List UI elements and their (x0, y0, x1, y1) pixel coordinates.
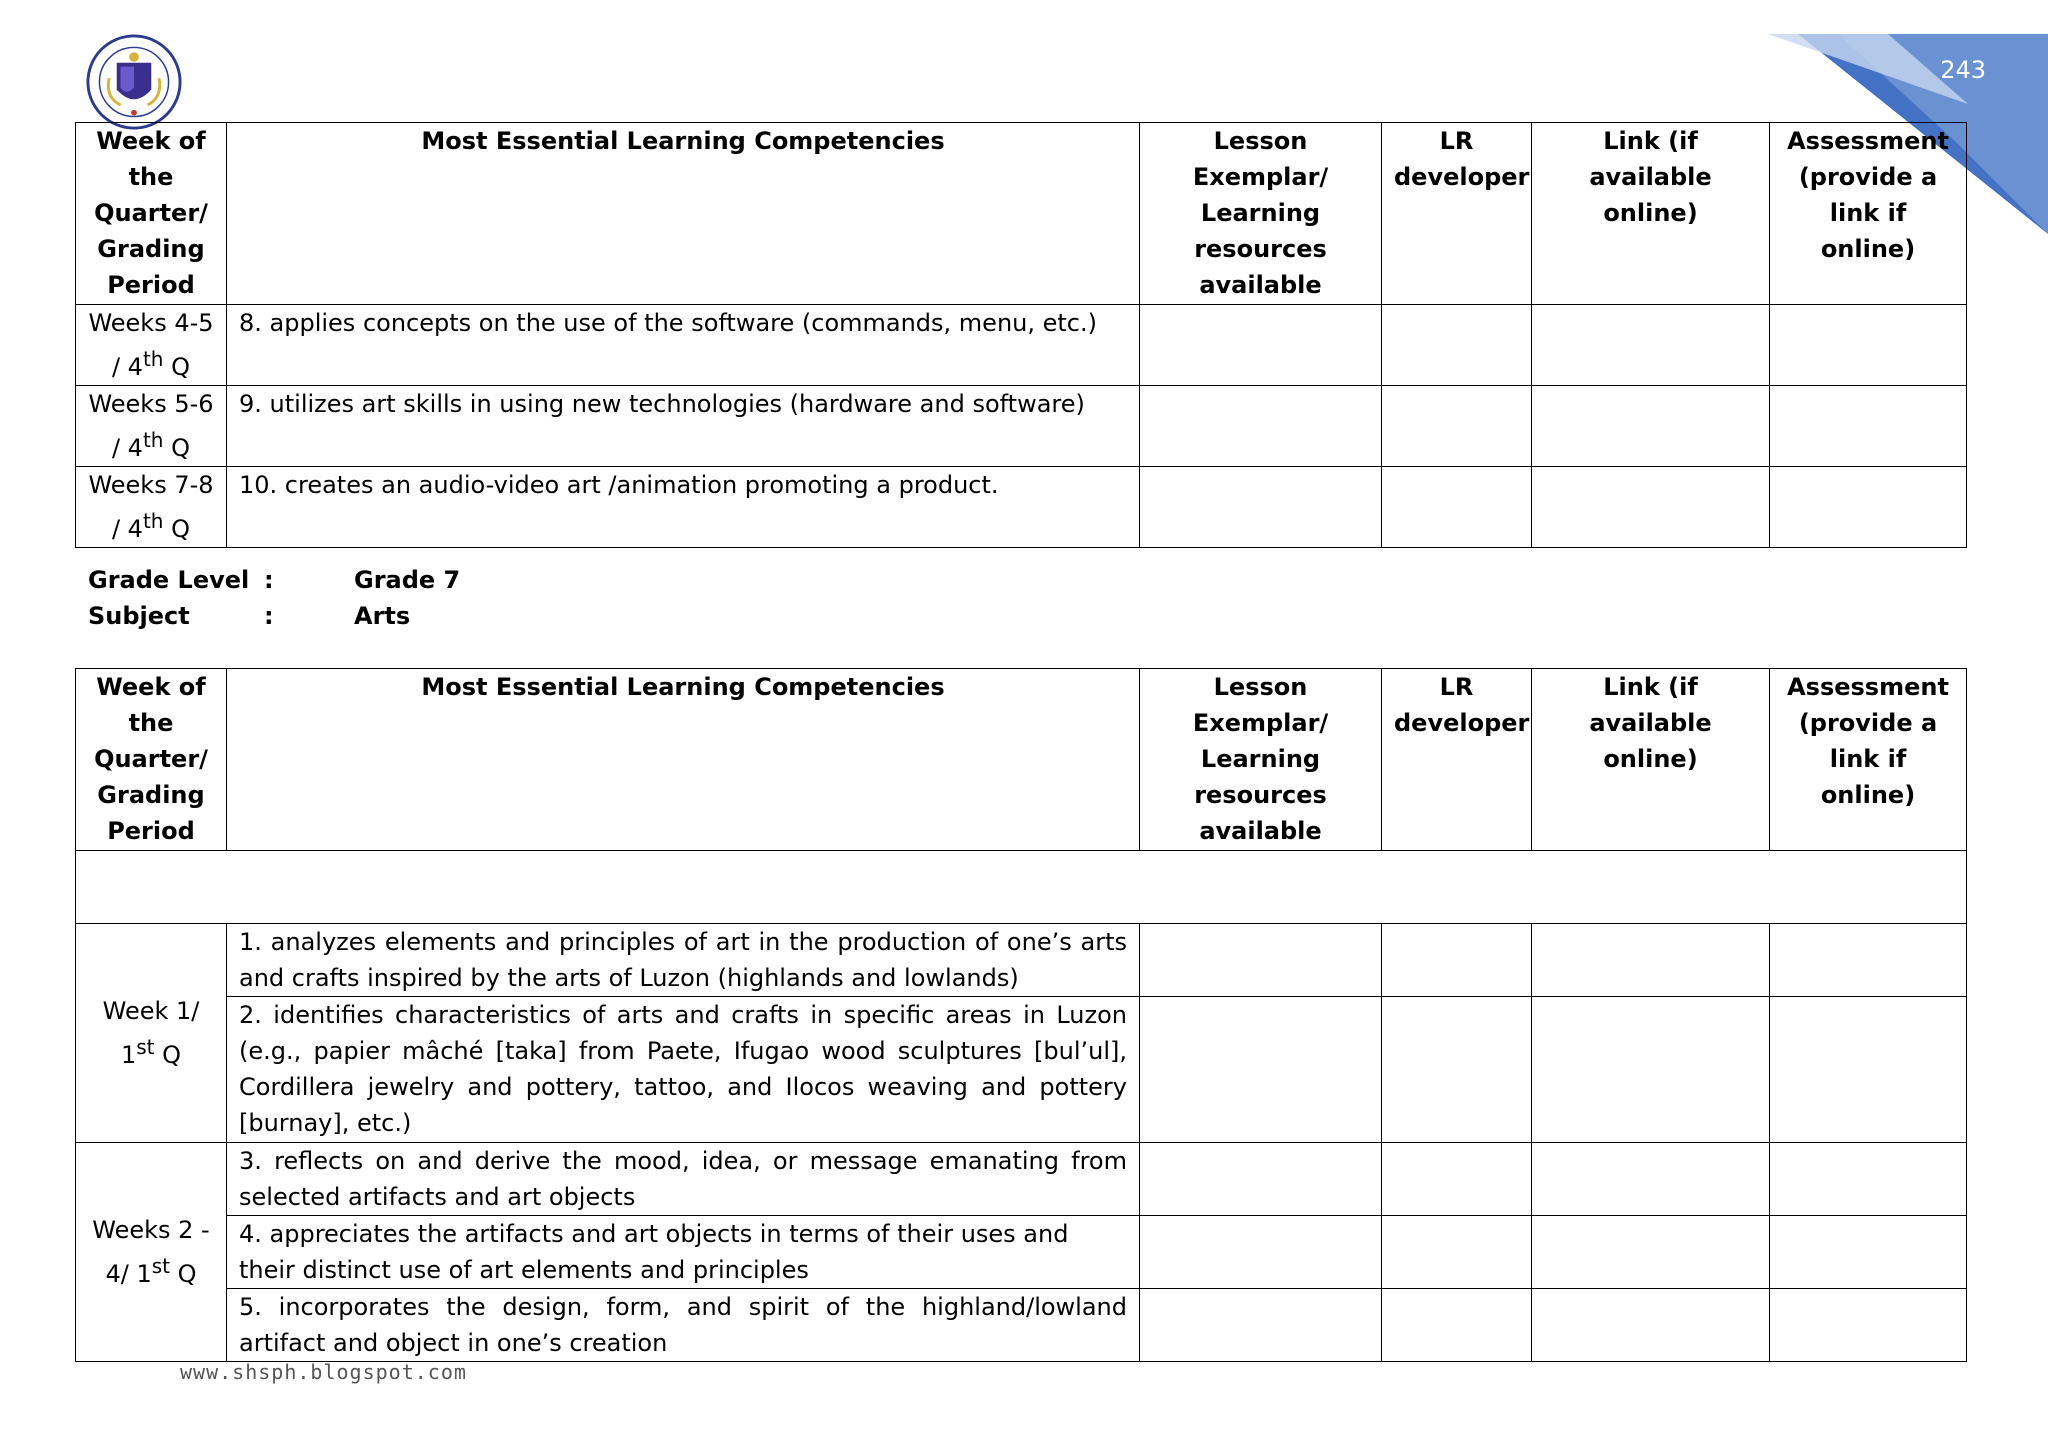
grade-level-label: Grade Level (88, 566, 250, 594)
table-row (76, 1216, 1967, 1289)
subject-value: Arts (354, 602, 411, 630)
assessment-cell (1770, 997, 1967, 1143)
link-cell (1532, 305, 1770, 386)
competency-cell: 2. identifies characteristics of arts and crafts in specific areas in Luzon (e.g., papier mâché [taka] from Paete, Ifugao wood sculptures [bul’ul], Cordillera jewelry and pottery, tattoo, and Ilocos weaving and pottery [burnay], etc.) (227, 997, 1140, 1143)
header-lr-developer: LR developer (1382, 669, 1532, 851)
lr-cell (1382, 924, 1532, 997)
colon: : (264, 602, 274, 630)
week-text: Weeks 7-8 / 4 (88, 471, 214, 543)
week-text: Week 1/ 1 (102, 997, 200, 1069)
assessment-cell (1770, 305, 1967, 386)
week-suffix: Q (163, 434, 191, 462)
grade-level-value: Grade 7 (354, 566, 461, 594)
link-cell (1532, 467, 1770, 548)
lr-cell (1382, 1216, 1532, 1289)
lesson-cell (1140, 924, 1382, 997)
lesson-cell (1140, 997, 1382, 1143)
lr-cell (1382, 467, 1532, 548)
week-cell (76, 386, 227, 467)
week-cell (76, 1143, 227, 1362)
competency-cell: 5. incorporates the design, form, and spirit of the highland/lowland artifact and object in one’s creation (227, 1289, 1140, 1362)
header-week: Week of the Quarter/ Grading Period (76, 669, 227, 851)
empty-cell (76, 851, 1967, 924)
week-text: Weeks 2 - 4/ 1 (92, 1216, 210, 1288)
assessment-cell (1770, 467, 1967, 548)
week-sup: th (142, 428, 164, 452)
competency-cell: 1. analyzes elements and principles of art in the production of one’s arts and crafts inspired by the arts of Luzon (highlands and lowlands) (227, 924, 1140, 997)
lesson-cell (1140, 1289, 1382, 1362)
header-lesson: Lesson Exemplar/ Learning resources available (1140, 123, 1382, 305)
competency-table-2 (75, 668, 1967, 1362)
header-assessment: Assessment (provide a link if online) (1770, 669, 1967, 851)
link-cell (1532, 1289, 1770, 1362)
link-cell (1532, 924, 1770, 997)
assessment-cell (1770, 386, 1967, 467)
week-sup: st (136, 1035, 155, 1059)
header-assessment: Assessment (provide a link if online) (1770, 123, 1967, 305)
assessment-cell (1770, 1216, 1967, 1289)
page-number: 243 (1940, 56, 1986, 84)
header-competencies: Most Essential Learning Competencies (227, 669, 1140, 851)
lr-cell (1382, 997, 1532, 1143)
header-link: Link (if available online) (1532, 123, 1770, 305)
week-cell (76, 305, 227, 386)
lr-cell (1382, 1143, 1532, 1216)
competency-cell: 4. appreciates the artifacts and art objects in terms of their uses and their distinct use of art elements and principles (227, 1216, 1140, 1289)
assessment-cell (1770, 1289, 1967, 1362)
table-row (76, 1143, 1967, 1216)
lesson-cell (1140, 467, 1382, 548)
week-sup: th (142, 347, 164, 371)
week-cell (76, 467, 227, 548)
table-row (76, 1289, 1967, 1362)
footer-url: www.shsph.blogspot.com (180, 1360, 467, 1384)
competency-cell: 8. applies concepts on the use of the software (commands, menu, etc.) (227, 305, 1140, 386)
week-suffix: Q (170, 1260, 197, 1288)
link-cell (1532, 1216, 1770, 1289)
week-sup: st (151, 1254, 170, 1278)
table-row (76, 997, 1967, 1143)
grade-subject-info (88, 562, 460, 634)
table-row (76, 924, 1967, 997)
lr-cell (1382, 305, 1532, 386)
competency-cell: 10. creates an audio-video art /animation promoting a product. (227, 467, 1140, 548)
week-suffix: Q (154, 1041, 182, 1069)
week-text: Weeks 5-6 / 4 (88, 390, 214, 462)
lesson-cell (1140, 1143, 1382, 1216)
empty-row (76, 851, 1967, 924)
week-suffix: Q (163, 353, 191, 381)
competency-cell: 9. utilizes art skills in using new technologies (hardware and software) (227, 386, 1140, 467)
deped-seal-icon (86, 34, 182, 130)
week-cell (76, 924, 227, 1143)
lesson-cell (1140, 1216, 1382, 1289)
link-cell (1532, 997, 1770, 1143)
header-link: Link (if available online) (1532, 669, 1770, 851)
lesson-cell (1140, 305, 1382, 386)
week-sup: th (142, 509, 164, 533)
week-suffix: Q (163, 515, 191, 543)
competency-cell: 3. reflects on and derive the mood, idea, or message emanating from selected artifacts and art objects (227, 1143, 1140, 1216)
table-row (76, 467, 1967, 548)
colon: : (264, 566, 274, 594)
assessment-cell (1770, 1143, 1967, 1216)
lr-cell (1382, 386, 1532, 467)
lesson-cell (1140, 386, 1382, 467)
header-lesson: Lesson Exemplar/ Learning resources available (1140, 669, 1382, 851)
table-row (76, 386, 1967, 467)
header-week: Week of the Quarter/ Grading Period (76, 123, 227, 305)
competency-table-1 (75, 122, 1967, 548)
link-cell (1532, 386, 1770, 467)
assessment-cell (1770, 924, 1967, 997)
link-cell (1532, 1143, 1770, 1216)
header-lr-developer: LR developer (1382, 123, 1532, 305)
week-text: Weeks 4-5 / 4 (88, 309, 214, 381)
subject-label: Subject (88, 602, 190, 630)
table-row (76, 305, 1967, 386)
header-competencies: Most Essential Learning Competencies (227, 123, 1140, 305)
lr-cell (1382, 1289, 1532, 1362)
